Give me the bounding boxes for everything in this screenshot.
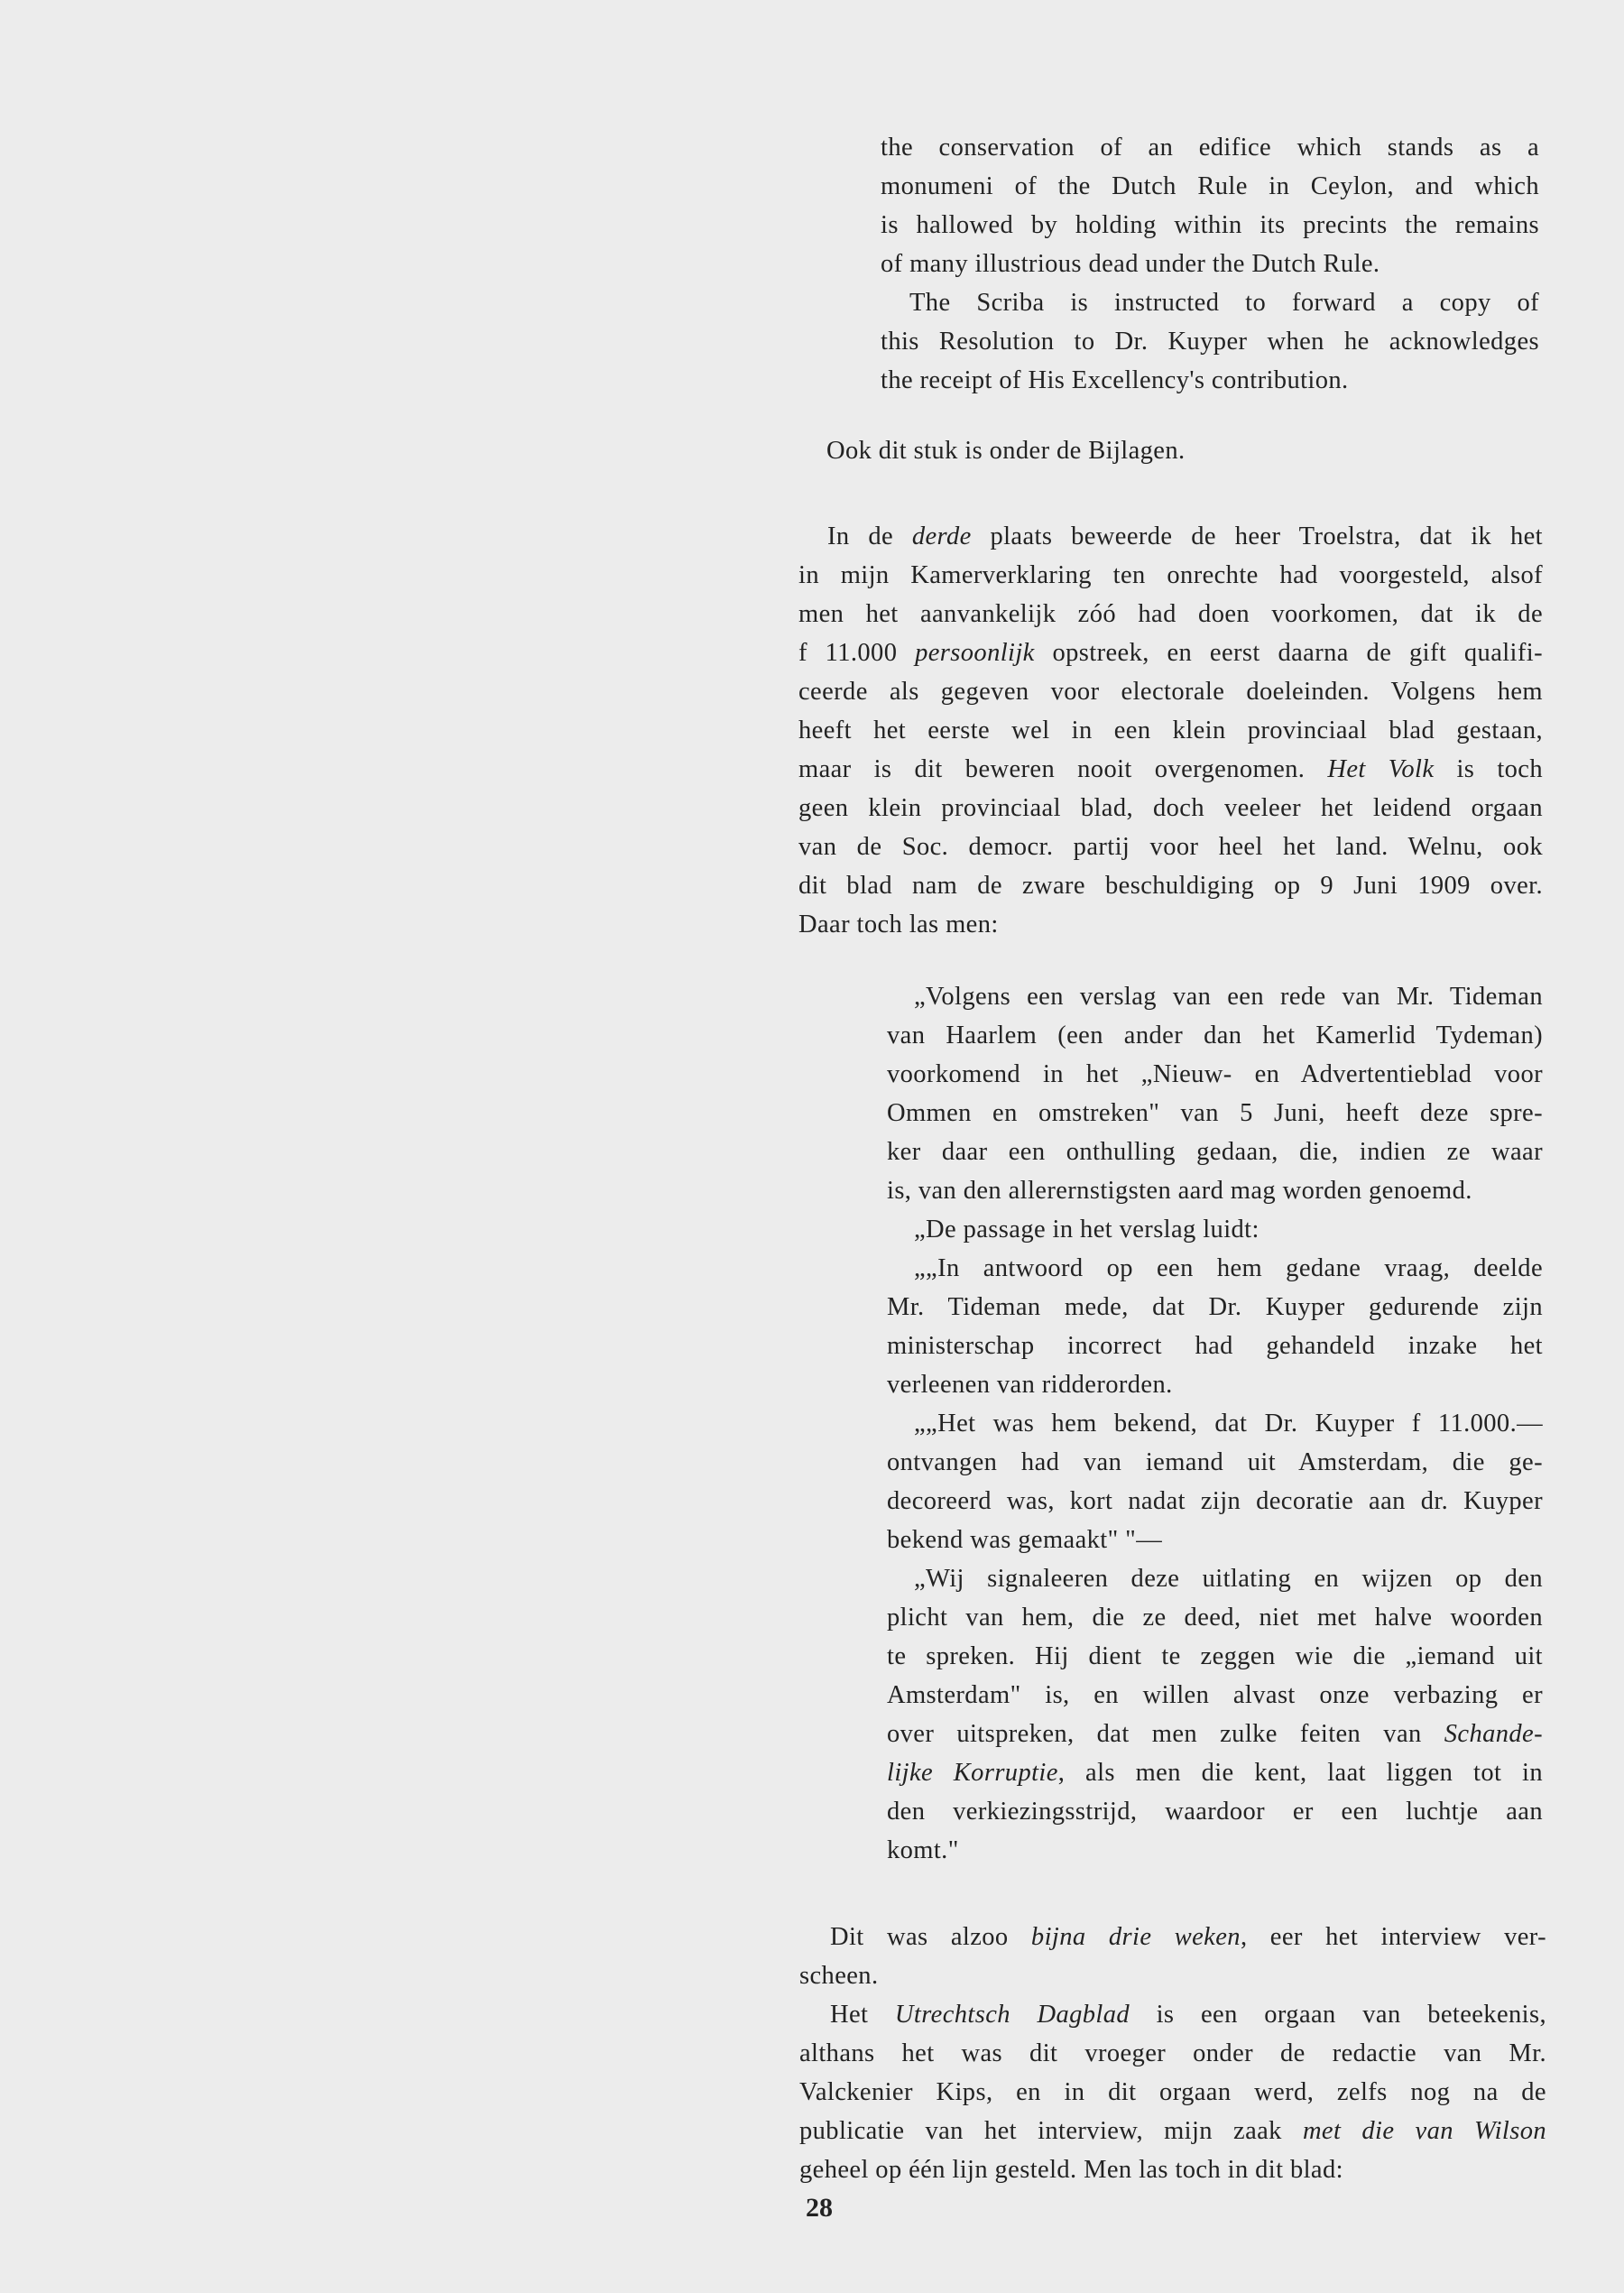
text-line [887, 1598, 1543, 1637]
text-segment: in mijn Kamerverklaring ten onrechte had voorgesteld, alsof [798, 561, 1543, 589]
text-line [881, 361, 1539, 400]
quote-het-volk [887, 977, 1543, 1870]
italic-text: Het Volk [1327, 755, 1435, 783]
text-segment: „De passage in het verslag luidt: [914, 1216, 1260, 1244]
text-line [887, 1288, 1543, 1327]
text-segment: geen klein provinciaal blad, doch veeleer het leidend orgaan [798, 794, 1543, 822]
text-line [798, 750, 1543, 789]
text-line [799, 2073, 1546, 2112]
text-line [887, 977, 1543, 1016]
text-segment: heeft het eerste wel in een klein provinciaal blad gestaan, [798, 717, 1543, 744]
text-segment: publicatie van het interview, mijn zaak [799, 2117, 1303, 2145]
text-segment: f 11.000 [798, 639, 916, 667]
text-segment: In de [827, 522, 912, 550]
text-segment: komt." [887, 1836, 959, 1864]
text-line [881, 128, 1539, 167]
text-segment: ministerschap incorrect had gehandeld inzake het [887, 1332, 1543, 1360]
paragraph-derde [798, 517, 1543, 944]
paragraph-bijna-drie-weken [799, 1918, 1546, 2189]
text-line [881, 245, 1539, 283]
italic-text: derde [911, 522, 972, 550]
text-line [799, 1918, 1546, 1956]
italic-text: persoonlijk [915, 639, 1035, 667]
text-segment: monumeni of the Dutch Rule in Ceylon, and which [881, 172, 1539, 200]
text-line [887, 1404, 1543, 1443]
text-segment: „„Het was hem bekend, dat Dr. Kuyper f 11.000.— [914, 1410, 1543, 1438]
text-line [798, 866, 1543, 905]
text-line [887, 1171, 1543, 1210]
text-line [798, 517, 1543, 556]
text-line [887, 1365, 1543, 1404]
bijlagen-note [826, 431, 1368, 470]
text-segment: voorkomend in het „Nieuw- en Advertentieblad voor [887, 1060, 1543, 1088]
text-segment: opstreek, en eerst daarna de gift qualifi- [1034, 639, 1543, 667]
text-segment: men het aanvankelijk zóó had doen voorkomen, dat ik de [798, 600, 1543, 628]
text-line [881, 283, 1539, 322]
text-line [887, 1016, 1543, 1055]
text-line [887, 1482, 1543, 1521]
text-line [881, 167, 1539, 206]
text-segment: scheen. [799, 1962, 879, 1990]
italic-text: Schande- [1444, 1720, 1543, 1748]
text-segment: dit blad nam de zware beschuldiging op 9 Juni 1909 over. [798, 872, 1543, 900]
text-segment: ceerde als gegeven voor electorale doeleinden. Volgens hem [798, 678, 1543, 706]
text-segment: plicht van hem, die ze deed, niet met halve woorden [887, 1604, 1543, 1632]
text-segment: maar is dit beweren nooit overgenomen. [798, 755, 1328, 783]
text-line [887, 1676, 1543, 1715]
english-resolution-quote [881, 128, 1539, 400]
text-line [798, 905, 1543, 944]
text-segment: ontvangen had van iemand uit Amsterdam, die ge- [887, 1448, 1543, 1476]
italic-text: met die van Wilson [1302, 2117, 1546, 2145]
text-segment: Het [830, 2001, 895, 2029]
text-segment: te spreken. Hij dient te zeggen wie die „iemand uit [887, 1642, 1543, 1670]
text-line [799, 2150, 1546, 2189]
text-line [887, 1443, 1543, 1482]
text-segment: , als men die kent, laat liggen tot in [1057, 1759, 1543, 1787]
text-segment: over uitspreken, dat men zulke feiten van [887, 1720, 1444, 1748]
text-segment: Dit was alzoo [830, 1923, 1031, 1951]
text-line [887, 1327, 1543, 1365]
text-segment: Daar toch las men: [798, 911, 999, 938]
text-segment: The Scriba is instructed to forward a copy of [909, 289, 1539, 317]
text-segment: of many illustrious dead under the Dutch Rule. [881, 250, 1380, 278]
text-segment: the conservation of an edifice which stands as a [881, 134, 1539, 162]
text-segment: the receipt of His Excellency's contribution. [881, 366, 1349, 394]
text-segment: Mr. Tideman mede, dat Dr. Kuyper gedurende zijn [887, 1293, 1543, 1321]
text-segment: is een orgaan van beteekenis, [1130, 2001, 1546, 2029]
text-line [887, 1559, 1543, 1598]
text-line [798, 711, 1543, 750]
text-line [887, 1133, 1543, 1171]
text-line [799, 2112, 1546, 2150]
text-segment: is toch [1434, 755, 1544, 783]
text-segment: is, van den allerernstigsten aard mag worden genoemd. [887, 1177, 1472, 1205]
text-line [798, 633, 1543, 672]
text-segment: „„In antwoord op een hem gedane vraag, deelde [914, 1254, 1543, 1282]
text-segment: geheel op één lijn gesteld. Men las toch in dit blad: [799, 2156, 1343, 2184]
italic-text: lijke Korruptie [887, 1759, 1058, 1787]
text-line [881, 206, 1539, 245]
text-line [887, 1792, 1543, 1831]
text-line [887, 1521, 1543, 1559]
text-segment: Amsterdam" is, en willen alvast onze verbazing er [887, 1681, 1543, 1709]
text-line [799, 1995, 1546, 2034]
text-segment: „Volgens een verslag van een rede van Mr. Tideman [914, 983, 1543, 1011]
text-segment: this Resolution to Dr. Kuyper when he acknowledges [881, 328, 1539, 356]
italic-text: Utrechtsch Dagblad [894, 2001, 1130, 2029]
text-line [798, 595, 1543, 633]
text-line [798, 672, 1543, 711]
text-segment: van de Soc. democr. partij voor heel het land. Welnu, ook [798, 833, 1543, 861]
text-segment: Ommen en omstreken" van 5 Juni, heeft deze spre- [887, 1099, 1543, 1127]
text-line [799, 2034, 1546, 2073]
text-line [881, 322, 1539, 361]
bijlagen-line: Ook dit stuk is onder de Bijlagen. [826, 437, 1186, 465]
text-segment: van Haarlem (een ander dan het Kamerlid Tydeman) [887, 1022, 1543, 1049]
text-line [887, 1637, 1543, 1676]
text-segment: , eer het interview ver- [1240, 1923, 1547, 1951]
text-segment: is hallowed by holding within its precints the remains [881, 211, 1539, 239]
text-segment: althans het was dit vroeger onder de redactie van Mr. [799, 2039, 1546, 2067]
text-line [887, 1715, 1543, 1753]
text-segment: plaats beweerde de heer Troelstra, dat ik het [971, 522, 1543, 550]
italic-text: bijna drie weken [1030, 1923, 1241, 1951]
text-line [887, 1094, 1543, 1133]
text-segment: „Wij signaleeren deze uitlating en wijzen op den [914, 1565, 1543, 1593]
page-number: 28 [806, 2193, 833, 2223]
text-segment: bekend was gemaakt" "— [887, 1526, 1163, 1554]
text-line [798, 789, 1543, 828]
text-line [887, 1831, 1543, 1870]
text-line [887, 1753, 1543, 1792]
text-line [798, 828, 1543, 866]
text-segment: Valckenier Kips, en in dit orgaan werd, zelfs nog na de [799, 2078, 1546, 2106]
text-segment: verleenen van ridderorden. [887, 1371, 1173, 1399]
text-line [887, 1249, 1543, 1288]
text-segment: den verkiezingsstrijd, waardoor er een luchtje aan [887, 1798, 1543, 1826]
text-line [887, 1055, 1543, 1094]
text-segment: ker daar een onthulling gedaan, die, indien ze waar [887, 1138, 1543, 1166]
text-segment: decoreerd was, kort nadat zijn decoratie aan dr. Kuyper [887, 1487, 1543, 1515]
text-line [799, 1956, 1546, 1995]
text-line [798, 556, 1543, 595]
text-line [887, 1210, 1543, 1249]
